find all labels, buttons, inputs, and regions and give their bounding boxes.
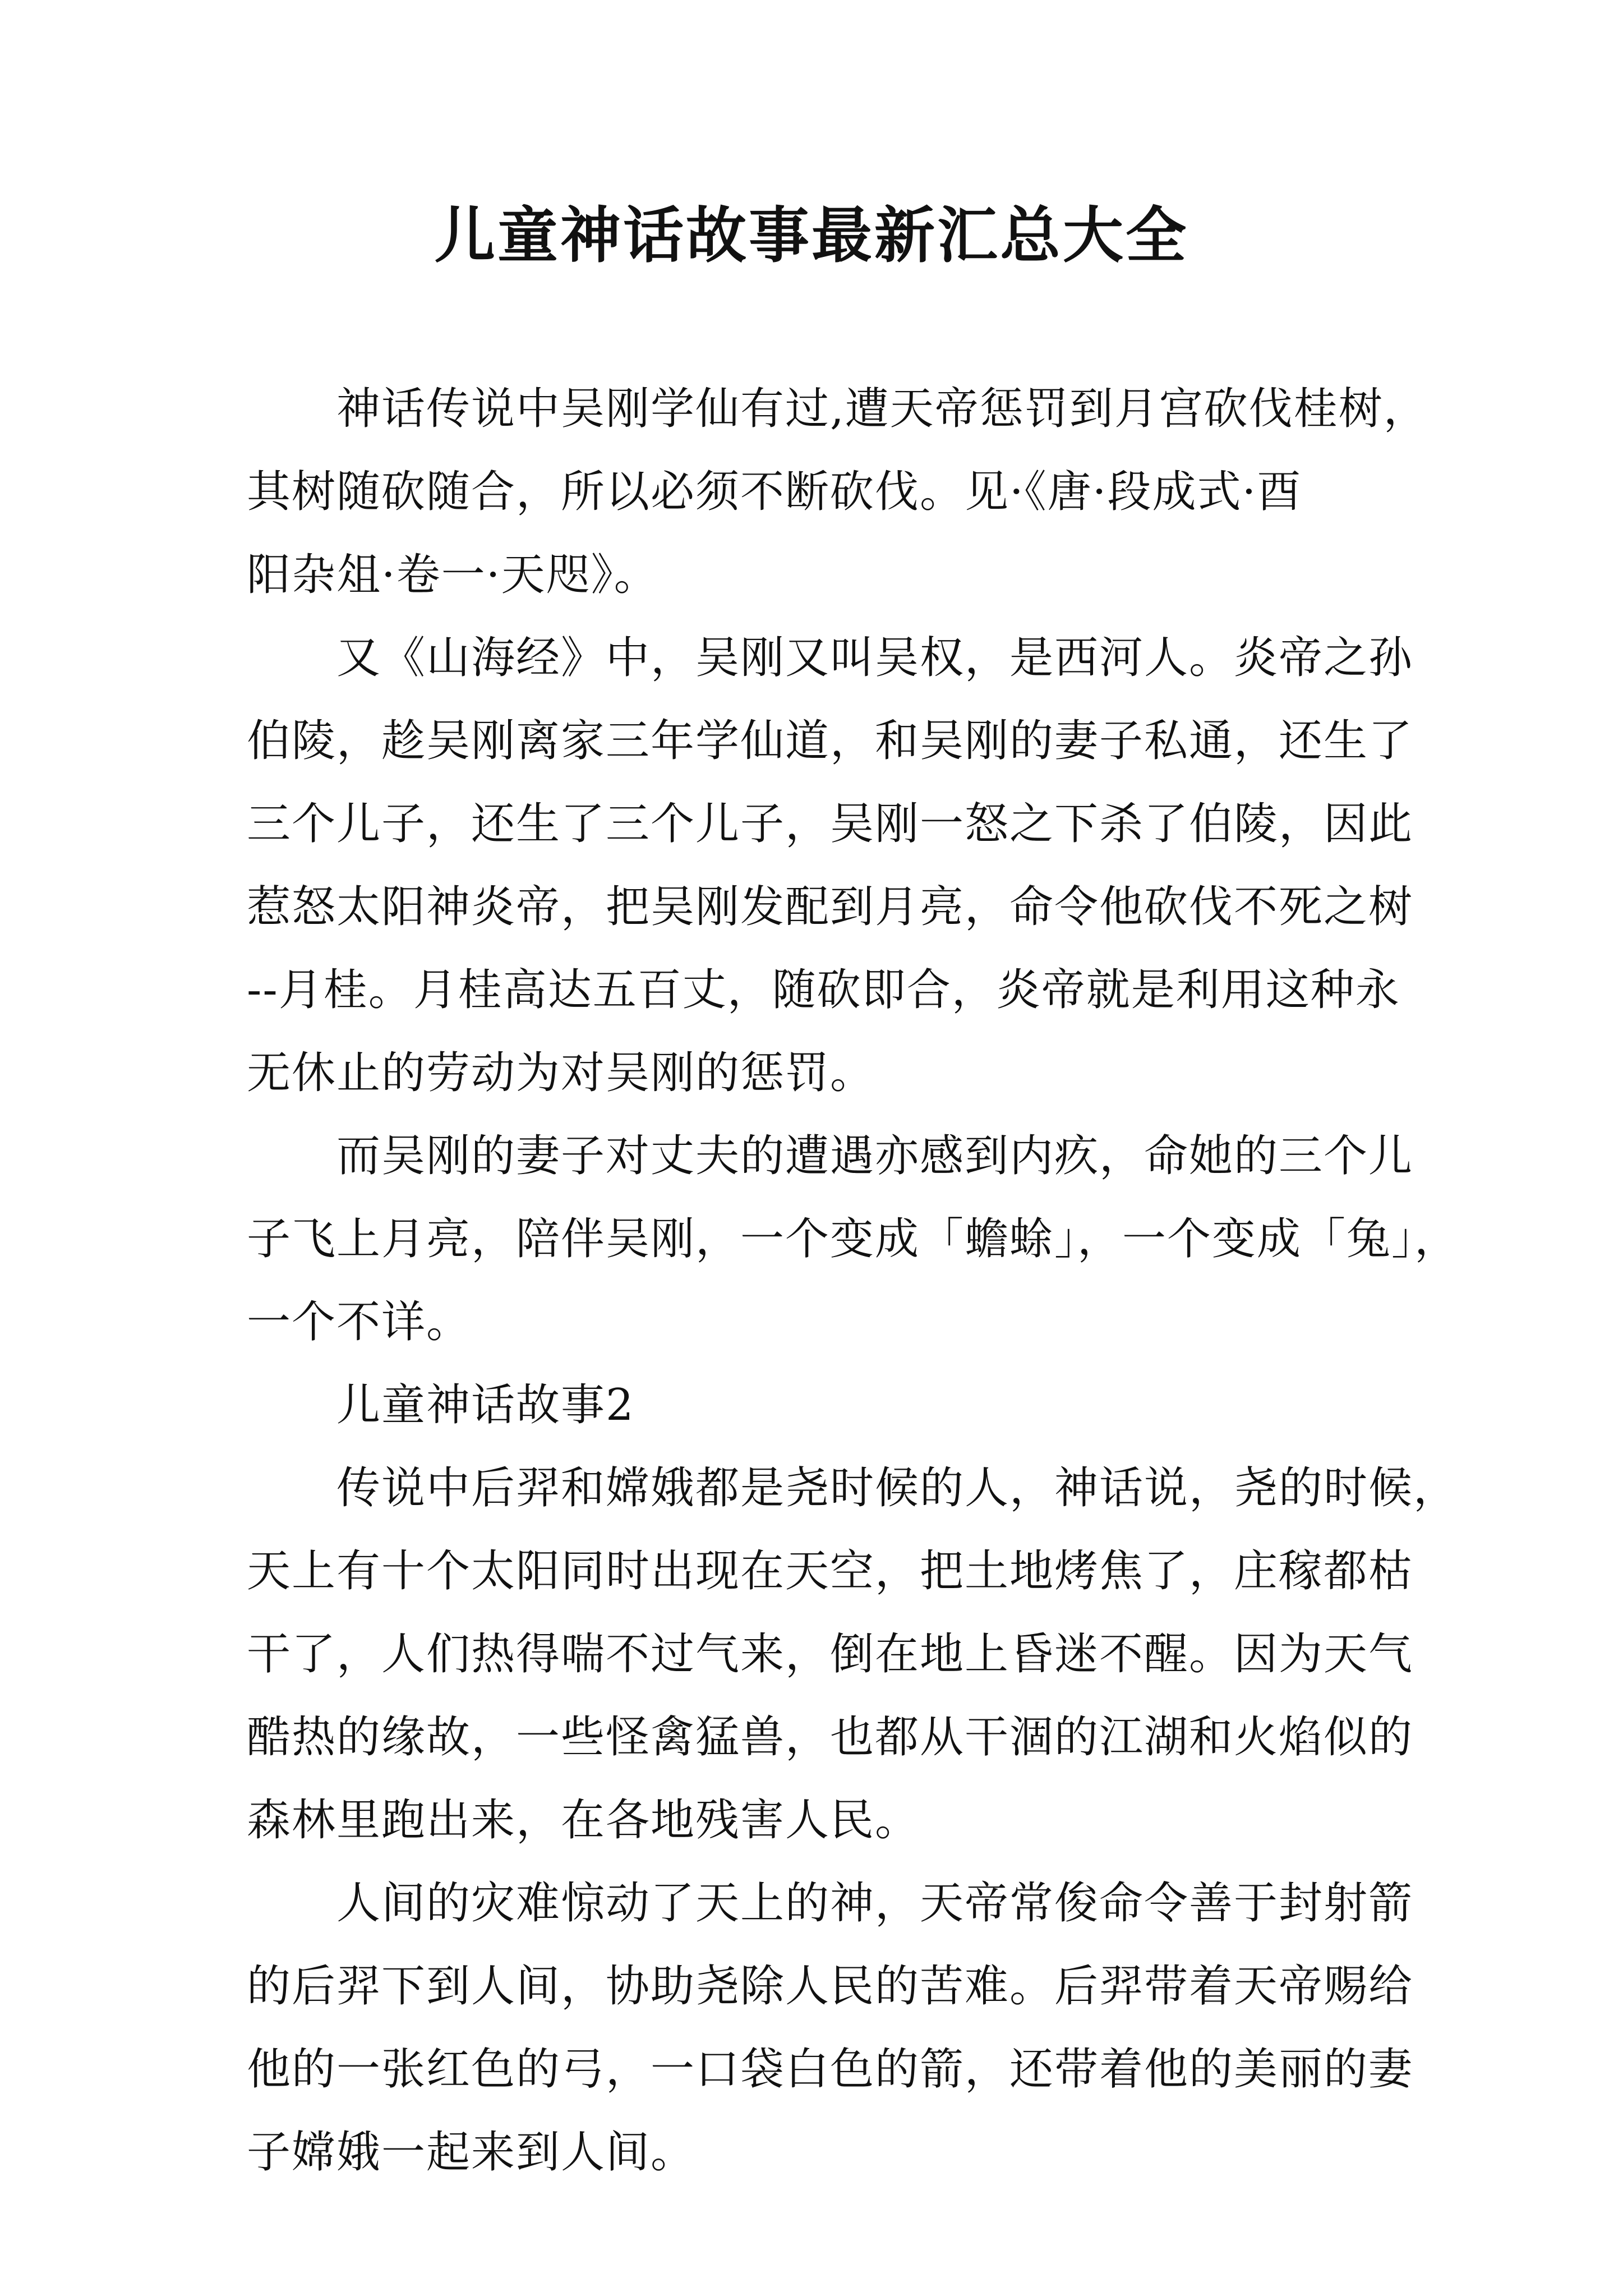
paragraph-line: 其树随砍随合，所以必须不断砍伐。见·《唐·段成式·酉 bbox=[247, 467, 1302, 517]
paragraph-line: 无休止的劳动为对吴刚的惩罚。 bbox=[247, 1048, 875, 1098]
paragraph-line: 天上有十个太阳同时出现在天空，把土地烤焦了，庄稼都枯 bbox=[247, 1546, 1414, 1596]
paragraph-line: 传说中后羿和嫦娥都是尧时候的人，神话说，尧的时候， bbox=[336, 1463, 1459, 1513]
paragraph-line: 森林里跑出来，在各地残害人民。 bbox=[247, 1795, 920, 1846]
paragraph-line: 神话传说中吴刚学仙有过,遭天帝惩罚到月宫砍伐桂树， bbox=[336, 384, 1428, 434]
paragraph-line: 干了，人们热得喘不过气来，倒在地上昏迷不醒。因为天气 bbox=[247, 1629, 1414, 1680]
paragraph-line: 酷热的缘故，一些怪禽猛兽，也都从干涸的江湖和火焰似的 bbox=[247, 1712, 1414, 1763]
document-body bbox=[247, 367, 1460, 2194]
document-title: 儿童神话故事最新汇总大全 bbox=[434, 200, 1188, 271]
paragraph-line: 三个儿子，还生了三个儿子，吴刚一怒之下杀了伯陵，因此 bbox=[247, 799, 1414, 849]
paragraph-line: --月桂。月桂高达五百丈，随砍即合，炎帝就是利用这种永 bbox=[247, 965, 1400, 1015]
section-heading: 儿童神话故事2 bbox=[336, 1380, 635, 1430]
paragraph-line: 而吴刚的妻子对丈夫的遭遇亦感到内疚，命她的三个儿 bbox=[336, 1131, 1414, 1181]
paragraph-line: 子嫦娥一起来到人间。 bbox=[247, 2127, 696, 2178]
paragraph-line: 的后羿下到人间，协助尧除人民的苦难。后羿带着天帝赐给 bbox=[247, 1961, 1414, 2012]
paragraph-line: 阳杂俎·卷一·天咫》。 bbox=[247, 550, 659, 600]
paragraph-line: 一个不详。 bbox=[247, 1297, 472, 1347]
paragraph-line: 子飞上月亮，陪伴吴刚，一个变成「蟾蜍」，一个变成「兔」， bbox=[247, 1214, 1460, 1264]
paragraph-line: 人间的灾难惊动了天上的神，天帝常俊命令善于封射箭 bbox=[336, 1878, 1414, 1929]
paragraph-line: 惹怒太阳神炎帝，把吴刚发配到月亮，命令他砍伐不死之树 bbox=[247, 882, 1414, 932]
paragraph-line: 又《山海经》中，吴刚又叫吴权，是西河人。炎帝之孙 bbox=[336, 633, 1414, 683]
paragraph-line: 他的一张红色的弓，一口袋白色的箭，还带着他的美丽的妻 bbox=[247, 2044, 1414, 2095]
paragraph-line: 伯陵，趁吴刚离家三年学仙道，和吴刚的妻子私通，还生了 bbox=[247, 716, 1414, 766]
